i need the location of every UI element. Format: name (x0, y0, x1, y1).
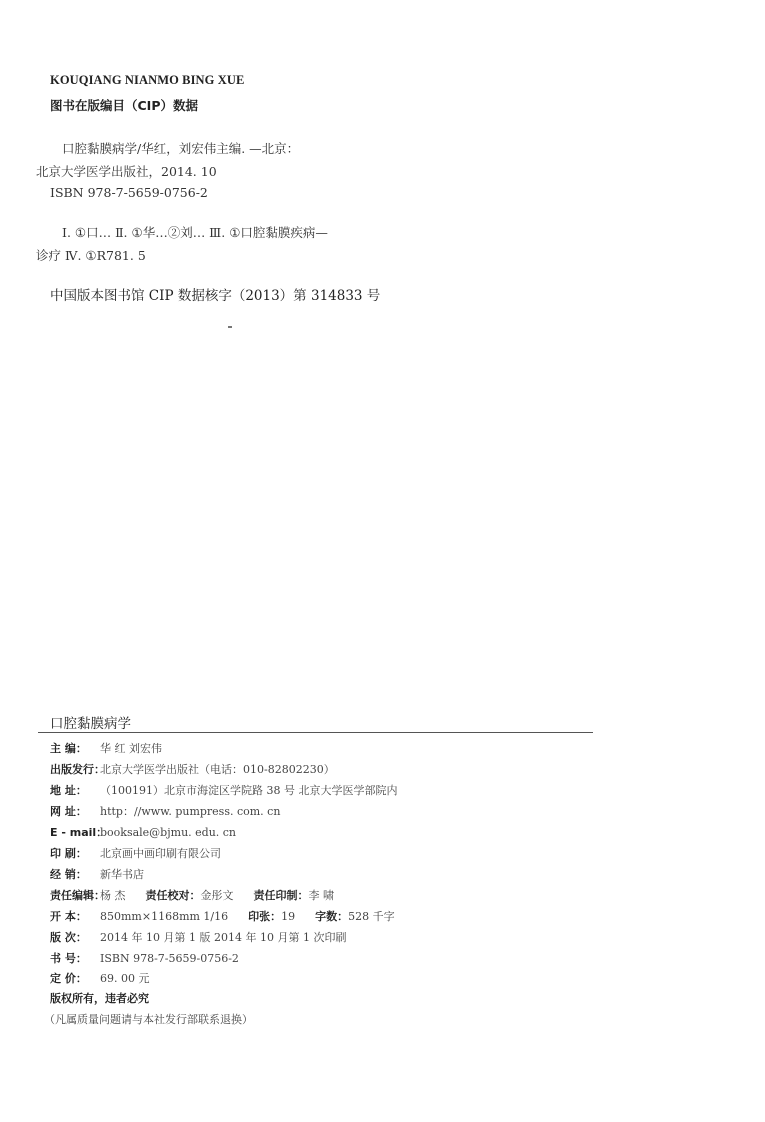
print-resp-label: 责任印制： (253, 889, 309, 902)
cip-line-publisher: 北京大学医学出版社，2014. 10 (36, 164, 217, 179)
print-resp-value: 李 啸 (308, 889, 334, 902)
printer-value: 北京画中画印刷有限公司 (100, 847, 221, 860)
sheets-value: 19 (281, 910, 296, 923)
email-row (50, 824, 236, 840)
speck (228, 326, 232, 328)
isbn-label: 书 号： (50, 952, 87, 965)
isbn-value: ISBN 978-7-5659-0756-2 (100, 952, 239, 965)
price-row (50, 970, 149, 986)
printer-label: 印 刷： (50, 847, 87, 860)
editor-value: 华 红 刘宏伟 (100, 742, 162, 755)
rights-statement: 版权所有，违者必究 (50, 992, 149, 1005)
website-label: 网 址： (50, 805, 87, 818)
resp-editor-value: 杨 杰 (100, 889, 126, 902)
cip-heading: 图书在版编目（CIP）数据 (50, 98, 198, 113)
return-note: （凡属质量问题请与本社发行部联系退换） (44, 1013, 253, 1026)
address-value: （100191）北京市海淀区学院路 38 号 北京大学医学部院内 (100, 784, 398, 797)
sheets-label: 印张： (248, 910, 282, 923)
editor-label: 主 编： (50, 742, 87, 755)
edition-label: 版 次： (50, 931, 87, 944)
pinyin-title: KOUQIANG NIANMO BING XUE (50, 73, 245, 87)
address-row (50, 782, 397, 798)
publisher-value: 北京大学医学出版社（电话：010-82802230） (100, 763, 335, 776)
cip-line-classification: Ⅰ. ①口… Ⅱ. ①华…②刘… Ⅲ. ①口腔黏膜疾病— (62, 225, 328, 240)
edition-value: 2014 年 10 月第 1 版 2014 年 10 月第 1 次印刷 (100, 931, 347, 944)
email-value: booksale@bjmu. edu. cn (100, 826, 237, 839)
distributor-label: 经 销： (50, 868, 87, 881)
isbn-row (50, 950, 239, 966)
price-value: 69. 00 元 (100, 972, 150, 985)
resp-editor-label: 责任编辑： (50, 889, 105, 902)
format-value: 850mm×1168mm 1/16 (100, 910, 229, 923)
edition-row (50, 929, 346, 945)
format-label: 开 本： (50, 910, 87, 923)
editor-row (50, 740, 162, 756)
cip-line-title: 口腔黏膜病学/华红，刘宏伟主编. —北京： (62, 141, 300, 156)
publisher-row (50, 761, 335, 777)
cip-number: 中国版本图书馆 CIP 数据核字（2013）第 314833 号 (50, 288, 381, 304)
divider (38, 732, 593, 733)
words-value: 528 千字 (348, 910, 395, 923)
address-label: 地 址： (50, 784, 87, 797)
cip-line-isbn: ISBN 978-7-5659-0756-2 (50, 185, 208, 200)
book-title: 口腔黏膜病学 (50, 716, 131, 732)
distributor-value: 新华书店 (100, 868, 144, 881)
distributor-row (50, 866, 144, 882)
price-label: 定 价： (50, 972, 87, 985)
responsibility-row (50, 887, 334, 903)
website-value: http：//www. pumpress. com. cn (100, 805, 281, 818)
printer-row (50, 845, 221, 861)
email-label: E - mail： (50, 826, 108, 839)
publisher-label: 出版发行： (50, 763, 105, 776)
words-label: 字数： (315, 910, 349, 923)
proofreader-value: 金彤文 (200, 889, 234, 902)
proofreader-label: 责任校对： (145, 889, 201, 902)
format-row (50, 908, 395, 924)
website-row (50, 803, 280, 819)
cip-line-classification-cont: 诊疗 Ⅳ. ①R781. 5 (36, 248, 146, 263)
